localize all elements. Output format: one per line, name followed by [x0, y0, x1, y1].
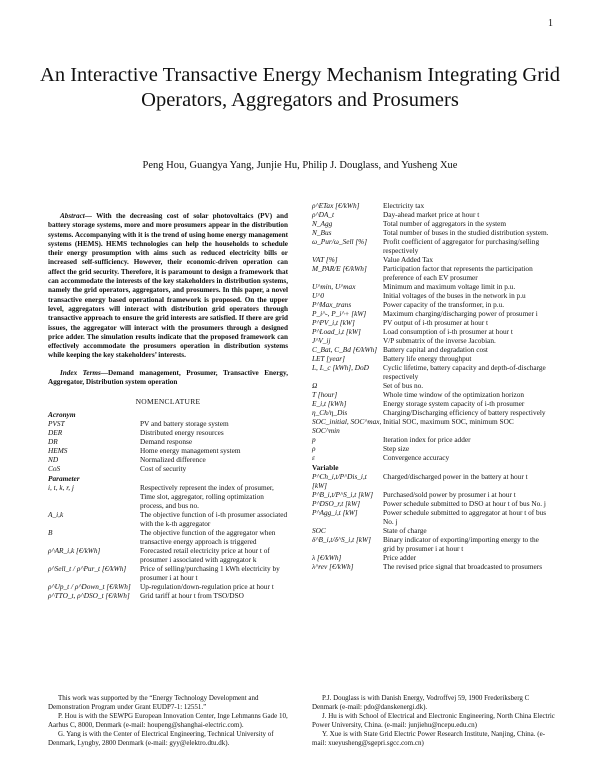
nomenclature-definition: Total number of aggregators in the system — [383, 219, 507, 228]
nomenclature-entry — [312, 381, 552, 390]
nomenclature-definition: Profit coefficient of aggregator for purchasing/selling respectively — [383, 237, 540, 255]
nomenclature-entry — [312, 309, 552, 318]
nomenclature-entry — [312, 490, 552, 499]
nomenclature-definition: Cyclic lifetime, battery capacity and depth-of-discharge respectively — [383, 363, 546, 381]
nomenclature-symbol: λ [€/kWh] — [312, 553, 342, 562]
footnotes-right — [312, 694, 557, 748]
nomenclature-symbol: Ω — [312, 381, 318, 390]
nomenclature-symbol: ρ^DA_t — [312, 210, 334, 219]
nomenclature-symbol: P^Ch_i,t/P^Dis_i,t [kW] — [312, 472, 367, 490]
nomenclature-definition: Charged/discharged power in the battery at hour t — [383, 472, 528, 481]
nomenclature-symbol: ω_Pur/ω_Sell [%] — [312, 237, 368, 246]
nomenclature-symbol: HEMS — [48, 446, 68, 456]
nomenclature-symbol: P^Agg_i,t [kW] — [312, 508, 358, 517]
nomenclature-definition: Total number of buses in the studied distribution system. — [383, 228, 549, 237]
nomenclature-entry — [48, 437, 288, 446]
nomenclature-symbol: η_Ch/η_Dis — [312, 408, 348, 417]
paper-title: An Interactive Transactive Energy Mechanism Integrating Grid Operators, Aggregators and Prosumers — [40, 64, 560, 111]
nomenclature-symbol: λ^rev [€/kWh] — [312, 562, 354, 571]
nomenclature-symbol: ρ^Up_t / ρ^Down_t [€/kWh] — [48, 582, 131, 592]
nomenclature-symbol: LET [year] — [312, 354, 345, 363]
nomenclature-symbol: ρ — [312, 444, 316, 453]
footnote-funding: This work was supported by the “Energy Technology Development and Demonstration Program under Grant EUDP7-1: 12551.” — [48, 694, 259, 711]
nomenclature-entry — [312, 526, 552, 535]
nomenclature-definition: Demand response — [140, 437, 193, 447]
page-number: 1 — [548, 18, 553, 29]
nomenclature-definition: Load consumption of i-th prosumer at hour t — [383, 327, 513, 336]
nomenclature-definition: Purchased/sold power by prosumer i at hour t — [383, 490, 516, 499]
nomenclature-symbol: p — [312, 435, 316, 444]
nomenclature-symbol: M_PAR/E [€/kWh] — [312, 264, 367, 273]
nomenclature-entry — [312, 499, 552, 508]
nomenclature-symbol: P^Load_i,t [kW] — [312, 327, 361, 336]
nomenclature-definition: Iteration index for price adder — [383, 435, 471, 444]
nomenclature-entry — [312, 399, 552, 408]
nomenclature-definition: Grid tariff at hour t from TSO/DSO — [140, 591, 244, 601]
nomenclature-definition: Price adder — [383, 553, 417, 562]
nomenclature-entry — [48, 546, 288, 564]
abstract-text: With the decreasing cost of solar photovoltaics (PV) and battery storage systems, more and more prosumers appear in the distribution systems. Accompanying with it is the trend of using home energy management systems (HEMS). HEMS technologies can help the households to schedule their energy prosumption with aims such as reduced electricity bills or increased self-sufficiency. However, their economic-driven operation can affect the grid security. Therefore, it is paramount to design a framework that can accommodate the interests of the key stakeholders in distribution systems, namely the grid operators, aggregators, and prosumers. In this paper, a novel transactive energy based operational framework is proposed. On the upper level, aggregators will interact with distribution grid operators through transactive approach to ensure the grid interests are satisfied. If there are grid issues, the aggregator will interact with the prosumers through a designed price adder. The simulation results indicate that the proposed framework can effectively accommodate the prosumers operation in distribution systems while keeping the key stakeholders’ interests. — [48, 212, 288, 360]
nomenclature-entry — [312, 508, 552, 526]
nomenclature-definition: Cost of security — [140, 464, 187, 474]
nomenclature-definition: Maximum charging/discharging power of prosumer i — [383, 309, 538, 318]
nomenclature-symbol: P^DSO_r,t [kW] — [312, 499, 361, 508]
nomenclature-entry — [312, 535, 552, 553]
nomenclature-definition: Up-regulation/down-regulation price at hour t — [140, 582, 274, 592]
nomenclature-symbol: CoS — [48, 464, 61, 474]
nomenclature-definition: Value Added Tax — [383, 255, 434, 264]
nomenclature-definition: Battery capital and degradation cost — [383, 345, 488, 354]
nomenclature-definition: Home energy management system — [140, 446, 241, 456]
nomenclature-definition: Energy storage system capacity of i-th prosumer — [383, 399, 525, 408]
nomenclature-entry — [312, 237, 552, 255]
nomenclature-symbol: P^PV_i,t [kW] — [312, 318, 355, 327]
nomenclature-entry — [48, 528, 288, 546]
nomenclature-symbol: DER — [48, 428, 63, 438]
nomenclature-symbol: J^V_ij — [312, 336, 331, 345]
footnote-author-yang: G. Yang is with the Center of Electrical Engineering, Technical University of Denmark, Lyngby, 2800 Denmark (e-mail: gyy@elektro.dtu.dk). — [48, 730, 274, 747]
nomenclature-definition: Electricity tax — [383, 201, 425, 210]
nomenclature-entry — [312, 264, 552, 282]
nomenclature-symbol: E_i,t [kWh] — [312, 399, 347, 408]
nomenclature-definition: Whole time window of the optimization horizon — [383, 390, 525, 399]
nomenclature-definition: The objective function of the aggregator when transactive energy approach is triggered — [140, 528, 276, 547]
nomenclature-entry — [48, 446, 288, 455]
nomenclature-definition: Initial SOC, maximum SOC, minimum SOC — [383, 417, 514, 426]
nomenclature-entry — [312, 354, 552, 363]
nomenclature-section-heading: Acronym — [48, 410, 76, 420]
abstract-label: Abstract— — [60, 212, 92, 220]
nomenclature-symbol: C_Bat, C_Bd [€/kWh] — [312, 345, 378, 354]
nomenclature-entry — [312, 444, 552, 453]
right-column — [312, 201, 552, 571]
author-list: Peng Hou, Guangya Yang, Junjie Hu, Philip J. Douglass, and Yusheng Xue — [142, 160, 458, 171]
nomenclature-entry — [48, 564, 288, 582]
nomenclature-section-heading: Variable — [312, 463, 339, 472]
nomenclature-symbol: T [hour] — [312, 390, 338, 399]
nomenclature-definition: PV and battery storage system — [140, 419, 229, 429]
nomenclature-entry — [48, 464, 288, 473]
nomenclature-entry — [48, 582, 288, 591]
nomenclature-symbol: δ^B_i,t/δ^S_i,t [kW] — [312, 535, 371, 544]
nomenclature-symbol: ρ^Sell_t / ρ^Pur_t [€/kWh] — [48, 564, 127, 574]
footnote-author-hou: P. Hou is with the SEWPG European Innovation Center, Inge Lehmanns Gade 10, Aarhus C, 8000, Denmark (e-mail: houpeng@shanghai-electric.com). — [48, 712, 288, 729]
nomenclature-entry — [312, 282, 552, 291]
nomenclature-definition: V/P submatrix of the inverse Jacobian. — [383, 336, 496, 345]
nomenclature-definition: The objective function of i-th prosumer associated with the k-th aggregator — [140, 510, 288, 529]
nomenclature-entry — [312, 210, 552, 219]
nomenclature-symbol: N_Bus — [312, 228, 332, 237]
index-terms — [48, 369, 288, 388]
nomenclature-list-left — [48, 410, 288, 600]
nomenclature-definition: Set of bus no. — [383, 381, 424, 390]
nomenclature-symbol: B — [48, 528, 53, 538]
nomenclature-symbol: DR — [48, 437, 58, 447]
nomenclature-definition: Charging/Discharging efficiency of battery respectively — [383, 408, 546, 417]
nomenclature-entry — [312, 553, 552, 562]
nomenclature-definition: Convergence accuracy — [383, 453, 450, 462]
nomenclature-entry — [48, 428, 288, 437]
nomenclature-symbol: ε — [312, 453, 315, 462]
footnote-author-hu: J. Hu is with School of Electrical and Electronic Engineering, North China Electric Power University, China. (e-mail: junjiehu@ncepu.edu.cn) — [312, 712, 555, 729]
nomenclature-symbol: A_i,k — [48, 510, 64, 520]
nomenclature-definition: Price of selling/purchasing 1 kWh electricity by prosumer i at hour t — [140, 564, 280, 583]
nomenclature-entry — [312, 300, 552, 309]
footnote-author-xue: Y. Xue is with State Grid Electric Power Research Institute, Nanjing, China. (e-mail: xueyusheng@sgepri.sgcc.com.cn) — [312, 730, 546, 747]
nomenclature-entry — [312, 318, 552, 327]
nomenclature-symbol: N_Agg — [312, 219, 333, 228]
nomenclature-symbol: PVST — [48, 419, 65, 429]
nomenclature-entry — [312, 408, 552, 417]
nomenclature-definition: Normalized difference — [140, 455, 206, 465]
nomenclature-entry — [48, 591, 288, 600]
nomenclature-symbol: ND — [48, 455, 59, 465]
nomenclature-entry — [312, 201, 552, 210]
nomenclature-definition: Binary indicator of exporting/importing energy to the grid by prosumer i at hour t — [383, 535, 539, 553]
nomenclature-definition: Participation factor that represents the participation preference of each EV prosumer — [383, 264, 533, 282]
nomenclature-symbol: VAT [%] — [312, 255, 338, 264]
nomenclature-entry — [312, 336, 552, 345]
nomenclature-heading: NOMENCLATURE — [135, 397, 201, 407]
nomenclature-definition: Respectively represent the index of prosumer, Time slot, aggregator, rolling optimization process, and bus no. — [140, 483, 274, 511]
nomenclature-symbol: ρ^AR_i,k [€/kWh] — [48, 546, 101, 556]
nomenclature-symbol: i, t, k, r, j — [48, 483, 74, 493]
nomenclature-symbol: U^min, U^max — [312, 282, 356, 291]
nomenclature-symbol: SOC — [312, 526, 326, 535]
index-terms-text: —Demand management, Prosumer, Transactive Energy, Aggregator, Distribution system operation — [48, 368, 289, 387]
nomenclature-entry — [312, 291, 552, 300]
left-column — [48, 212, 288, 600]
nomenclature-symbol: P^B_i,t/P^S_i,t [kW] — [312, 490, 374, 499]
footnotes-left — [48, 694, 293, 748]
nomenclature-symbol: L, L_c [kWh], DoD — [312, 363, 369, 372]
abstract — [48, 212, 288, 361]
nomenclature-entry — [48, 455, 288, 464]
nomenclature-symbol: ρ^TTO_t, ρ^DSO_t [€/kWh] — [48, 591, 130, 601]
nomenclature-entry — [312, 562, 552, 571]
nomenclature-symbol: P_i^-, P_i^+ [kW] — [312, 309, 367, 318]
nomenclature-entry — [312, 472, 552, 490]
index-terms-label: Index Terms — [60, 368, 101, 377]
nomenclature-section-heading: Parameter — [48, 474, 80, 484]
nomenclature-entry — [312, 228, 552, 237]
footnote-author-douglass: P.J. Douglass is with Danish Energy, Vodroffvej 59, 1900 Frederiksberg C Denmark (e-mail: pdo@danskenergi.dk). — [312, 694, 530, 711]
nomenclature-entry — [312, 345, 552, 354]
nomenclature-definition: Forecasted retail electricity price at hour t of prosumer i associated with aggregator k — [140, 546, 270, 565]
nomenclature-symbol: SOC_initial, SOC^max, SOC^min — [312, 417, 382, 435]
nomenclature-definition: Minimum and maximum voltage limit in p.u. — [383, 282, 516, 291]
nomenclature-list-right — [312, 201, 552, 571]
nomenclature-entry — [312, 363, 552, 381]
nomenclature-entry — [48, 510, 288, 528]
nomenclature-definition: The revised price signal that broadcasted to prosumers — [383, 562, 543, 571]
nomenclature-symbol: P^Max_trans — [312, 300, 352, 309]
nomenclature-symbol: U^0 — [312, 291, 324, 300]
nomenclature-definition: PV output of i-th prosumer at hour t — [383, 318, 489, 327]
nomenclature-definition: Battery life energy throughput — [383, 354, 472, 363]
nomenclature-definition: Day-ahead market price at hour t — [383, 210, 480, 219]
nomenclature-definition: Power schedule submitted to aggregator at hour t of bus No. j — [383, 508, 547, 526]
nomenclature-entry — [48, 419, 288, 428]
nomenclature-definition: Distributed energy resources — [140, 428, 224, 438]
nomenclature-entry — [312, 219, 552, 228]
nomenclature-definition: Initial voltages of the buses in the network in p.u — [383, 291, 526, 300]
nomenclature-entry — [312, 255, 552, 264]
nomenclature-entry — [312, 435, 552, 444]
nomenclature-entry — [312, 417, 552, 435]
nomenclature-definition: Power schedule submitted to DSO at hour t of bus No. j — [383, 499, 546, 508]
nomenclature-symbol: ρ^ETax [€/kWh] — [312, 201, 360, 210]
nomenclature-definition: State of charge — [383, 526, 427, 535]
nomenclature-entry — [48, 483, 288, 510]
nomenclature-definition: Step size — [383, 444, 410, 453]
nomenclature-entry — [312, 327, 552, 336]
nomenclature-entry — [312, 390, 552, 399]
nomenclature-entry — [312, 453, 552, 462]
nomenclature-definition: Power capacity of the transformer, in p.u. — [383, 300, 505, 309]
